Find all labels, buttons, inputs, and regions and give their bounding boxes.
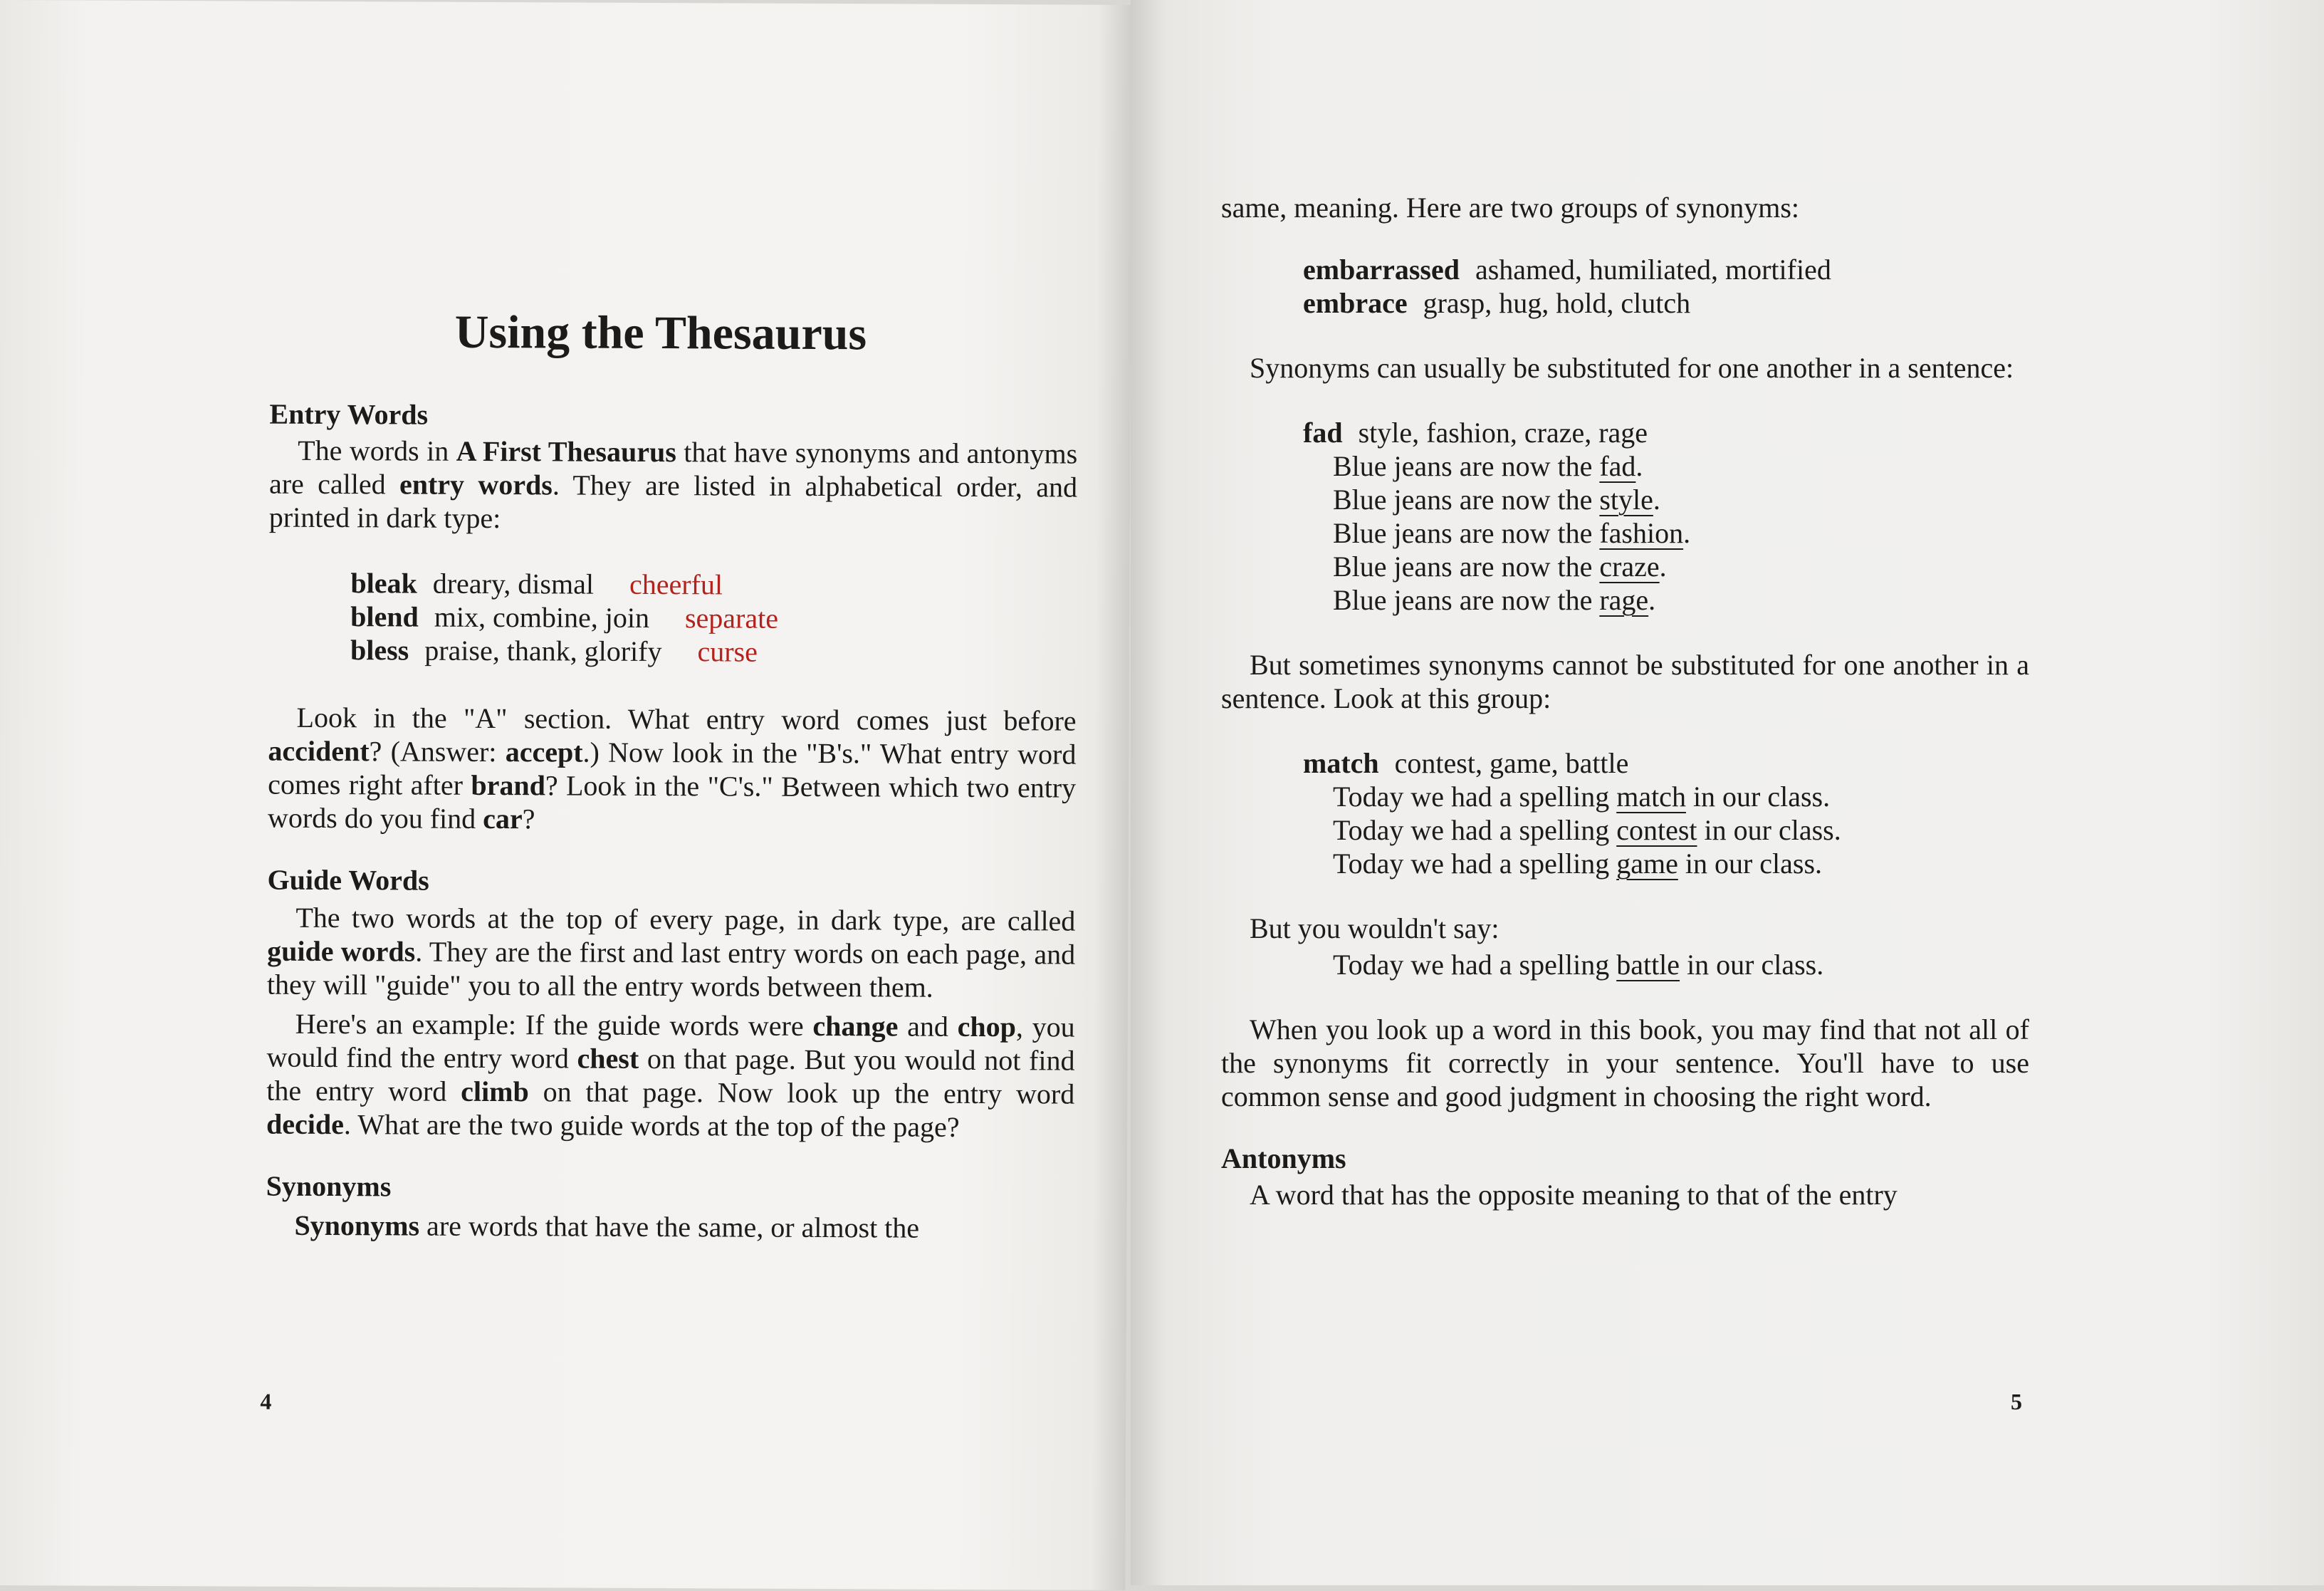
example-sentence (1333, 516, 2029, 550)
entry-antonym: curse (697, 635, 758, 668)
entry-row (1303, 286, 2029, 320)
entry-synonyms: dreary, dismal (432, 567, 595, 600)
text-span: ? (522, 803, 535, 835)
text-span: . What are the two guide words at the top of the page? (343, 1108, 960, 1143)
example-sentence (1333, 583, 2029, 617)
text-span: The two words at the top of every page, in dark type, are called (295, 901, 1076, 937)
paragraph (1221, 648, 2029, 715)
underlined-word: fashion (1599, 517, 1684, 549)
sentence-text: Today we had a spelling (1333, 814, 1617, 846)
entry-row (1303, 746, 2029, 780)
text-span: But you wouldn't say: (1250, 912, 1499, 944)
sentence-text: . (1653, 484, 1660, 516)
text-span: The words in (298, 434, 456, 467)
example-sentence (1333, 483, 2029, 516)
entry-synonyms: praise, thank, glorify (424, 634, 662, 668)
entry-word: blend (350, 600, 419, 633)
entry-word: embarrassed (1303, 254, 1460, 286)
sentence-text: in our class. (1685, 781, 1831, 813)
sentence-text: Blue jeans are now the (1333, 450, 1600, 482)
entry-row (1303, 253, 2029, 286)
text-span: Look in the "A" section. What entry word comes just before (296, 701, 1077, 737)
text-span: .) Now look in the "B's." What entry word comes right after (268, 736, 1077, 801)
entry-row (1303, 416, 2029, 449)
sentence-text: . (1683, 517, 1691, 549)
page-number-left: 4 (260, 1388, 272, 1414)
entry-synonyms: ashamed, humiliated, mortified (1475, 254, 1831, 286)
underlined-word: style (1599, 484, 1653, 516)
example-sentence (1333, 813, 2029, 847)
bold-term: Synonyms (294, 1209, 420, 1242)
page-title: Using the Thesaurus (454, 306, 867, 360)
bold-term: change (812, 1009, 899, 1043)
text-span: . They are the first and last entry words on each page, and they will "guide" you to all the entry words between them. (266, 935, 1076, 1003)
section-heading: Synonyms (266, 1169, 392, 1203)
text-span: on that page. Now look up the entry word (528, 1075, 1075, 1110)
example-group (1303, 416, 2029, 617)
paragraph (268, 701, 1077, 838)
paragraph (269, 434, 1078, 538)
entry-list (1303, 253, 2029, 320)
bold-term: accident (268, 734, 370, 768)
paragraph (1221, 351, 2029, 385)
entry-synonyms: mix, combine, join (434, 600, 650, 634)
text-span: When you look up a word in this book, you may find that not all of the synonyms fit correctly in your sentence. You'll have to use common sense and good judgment in choosing the right word. (1221, 1013, 2029, 1112)
entry-synonyms: style, fashion, craze, rage (1358, 417, 1648, 449)
sentence-text: . (1648, 584, 1656, 616)
underlined-word: game (1616, 847, 1678, 880)
text-span: on that page. But you would not find the entry word (266, 1042, 1075, 1107)
underlined-word: battle (1616, 949, 1680, 981)
text-span: ? Look in the "C's." Between which two entry words do you find (267, 769, 1077, 835)
bold-term: accept (505, 736, 583, 768)
underlined-word: contest (1616, 814, 1697, 846)
text-span: that have synonyms and antonyms are called (268, 436, 1078, 501)
left-page (0, 0, 1132, 1590)
sentence-text: Today we had a spelling (1333, 781, 1617, 813)
paragraph (266, 1209, 1074, 1246)
text-span: . They are listed in alphabetical order, and printed in dark type: (268, 469, 1078, 535)
bold-term: climb (461, 1075, 529, 1108)
entry-word: fad (1303, 417, 1343, 449)
example-sentence (1333, 847, 2029, 880)
bold-term: A First Thesaurus (456, 434, 676, 469)
text-span: A word that has the opposite meaning to that of the entry (1250, 1179, 1898, 1211)
paragraph (1221, 1178, 2029, 1211)
text-span: and (898, 1010, 958, 1043)
example-sentence (1333, 948, 2029, 981)
sentence-text: in our class. (1677, 847, 1823, 880)
sentence-text: Blue jeans are now the (1333, 484, 1600, 516)
entry-synonyms: contest, game, battle (1394, 747, 1629, 779)
sentence-text: Today we had a spelling (1333, 949, 1617, 981)
sentence-text: in our class. (1680, 949, 1824, 981)
right-page-content (1221, 191, 2029, 1211)
entry-word: bless (350, 634, 409, 667)
entry-synonyms: grasp, hug, hold, clutch (1423, 287, 1691, 319)
entry-word: match (1303, 747, 1379, 779)
text-span: Synonyms can usually be substituted for one another in a sentence: (1250, 352, 2014, 384)
entry-word: embrace (1303, 287, 1408, 319)
text-span: But sometimes synonyms cannot be substituted for one another in a sentence. Look at this group: (1221, 649, 2029, 714)
section-heading: Entry Words (269, 397, 429, 431)
bold-term: car (483, 802, 523, 835)
paragraph (267, 901, 1076, 1005)
paragraph (1221, 1013, 2029, 1113)
entry-antonym: cheerful (629, 568, 723, 601)
entry-list (350, 566, 1077, 669)
entry-row (350, 566, 1077, 603)
example-sentence (1333, 550, 2029, 583)
text-span: ? (Answer: (369, 735, 506, 768)
section-heading: Antonyms (1221, 1142, 1346, 1174)
bold-term: guide words (267, 934, 416, 968)
example-group (1303, 948, 2029, 981)
paragraph (1221, 912, 2029, 945)
paragraph (266, 1007, 1075, 1144)
page-number-right: 5 (2011, 1389, 2022, 1414)
sentence-text: Blue jeans are now the (1333, 584, 1600, 616)
sentence-text: . (1659, 551, 1667, 583)
text-span: are words that have the same, or almost the (419, 1209, 920, 1244)
example-sentence (1333, 449, 2029, 483)
bold-term: brand (471, 768, 545, 802)
sentence-text: Today we had a spelling (1333, 847, 1617, 880)
bold-term: decide (266, 1107, 345, 1141)
sentence-text: Blue jeans are now the (1333, 517, 1600, 549)
entry-row (350, 600, 1077, 636)
underlined-word: fad (1599, 450, 1636, 482)
sentence-text: in our class. (1697, 814, 1841, 846)
bold-term: chest (577, 1042, 639, 1075)
paragraph (1221, 191, 2029, 224)
text-span: Here's an example: If the guide words were (295, 1007, 813, 1042)
entry-antonym: separate (684, 602, 779, 635)
bold-term: entry words (399, 468, 553, 501)
entry-row (350, 633, 1077, 669)
text-span: same, meaning. Here are two groups of synonyms: (1221, 192, 1800, 224)
sentence-text: Blue jeans are now the (1333, 551, 1600, 583)
left-page-content (266, 397, 1077, 1246)
underlined-word: craze (1599, 551, 1660, 583)
bold-term: chop (957, 1010, 1017, 1043)
sentence-text: . (1635, 450, 1643, 482)
text-span: , you would find the entry word (266, 1011, 1075, 1075)
example-group (1303, 746, 2029, 880)
entry-word: bleak (350, 567, 417, 600)
underlined-word: match (1616, 781, 1686, 813)
example-sentence (1333, 780, 2029, 813)
section-heading: Guide Words (267, 863, 429, 897)
underlined-word: rage (1599, 584, 1649, 616)
